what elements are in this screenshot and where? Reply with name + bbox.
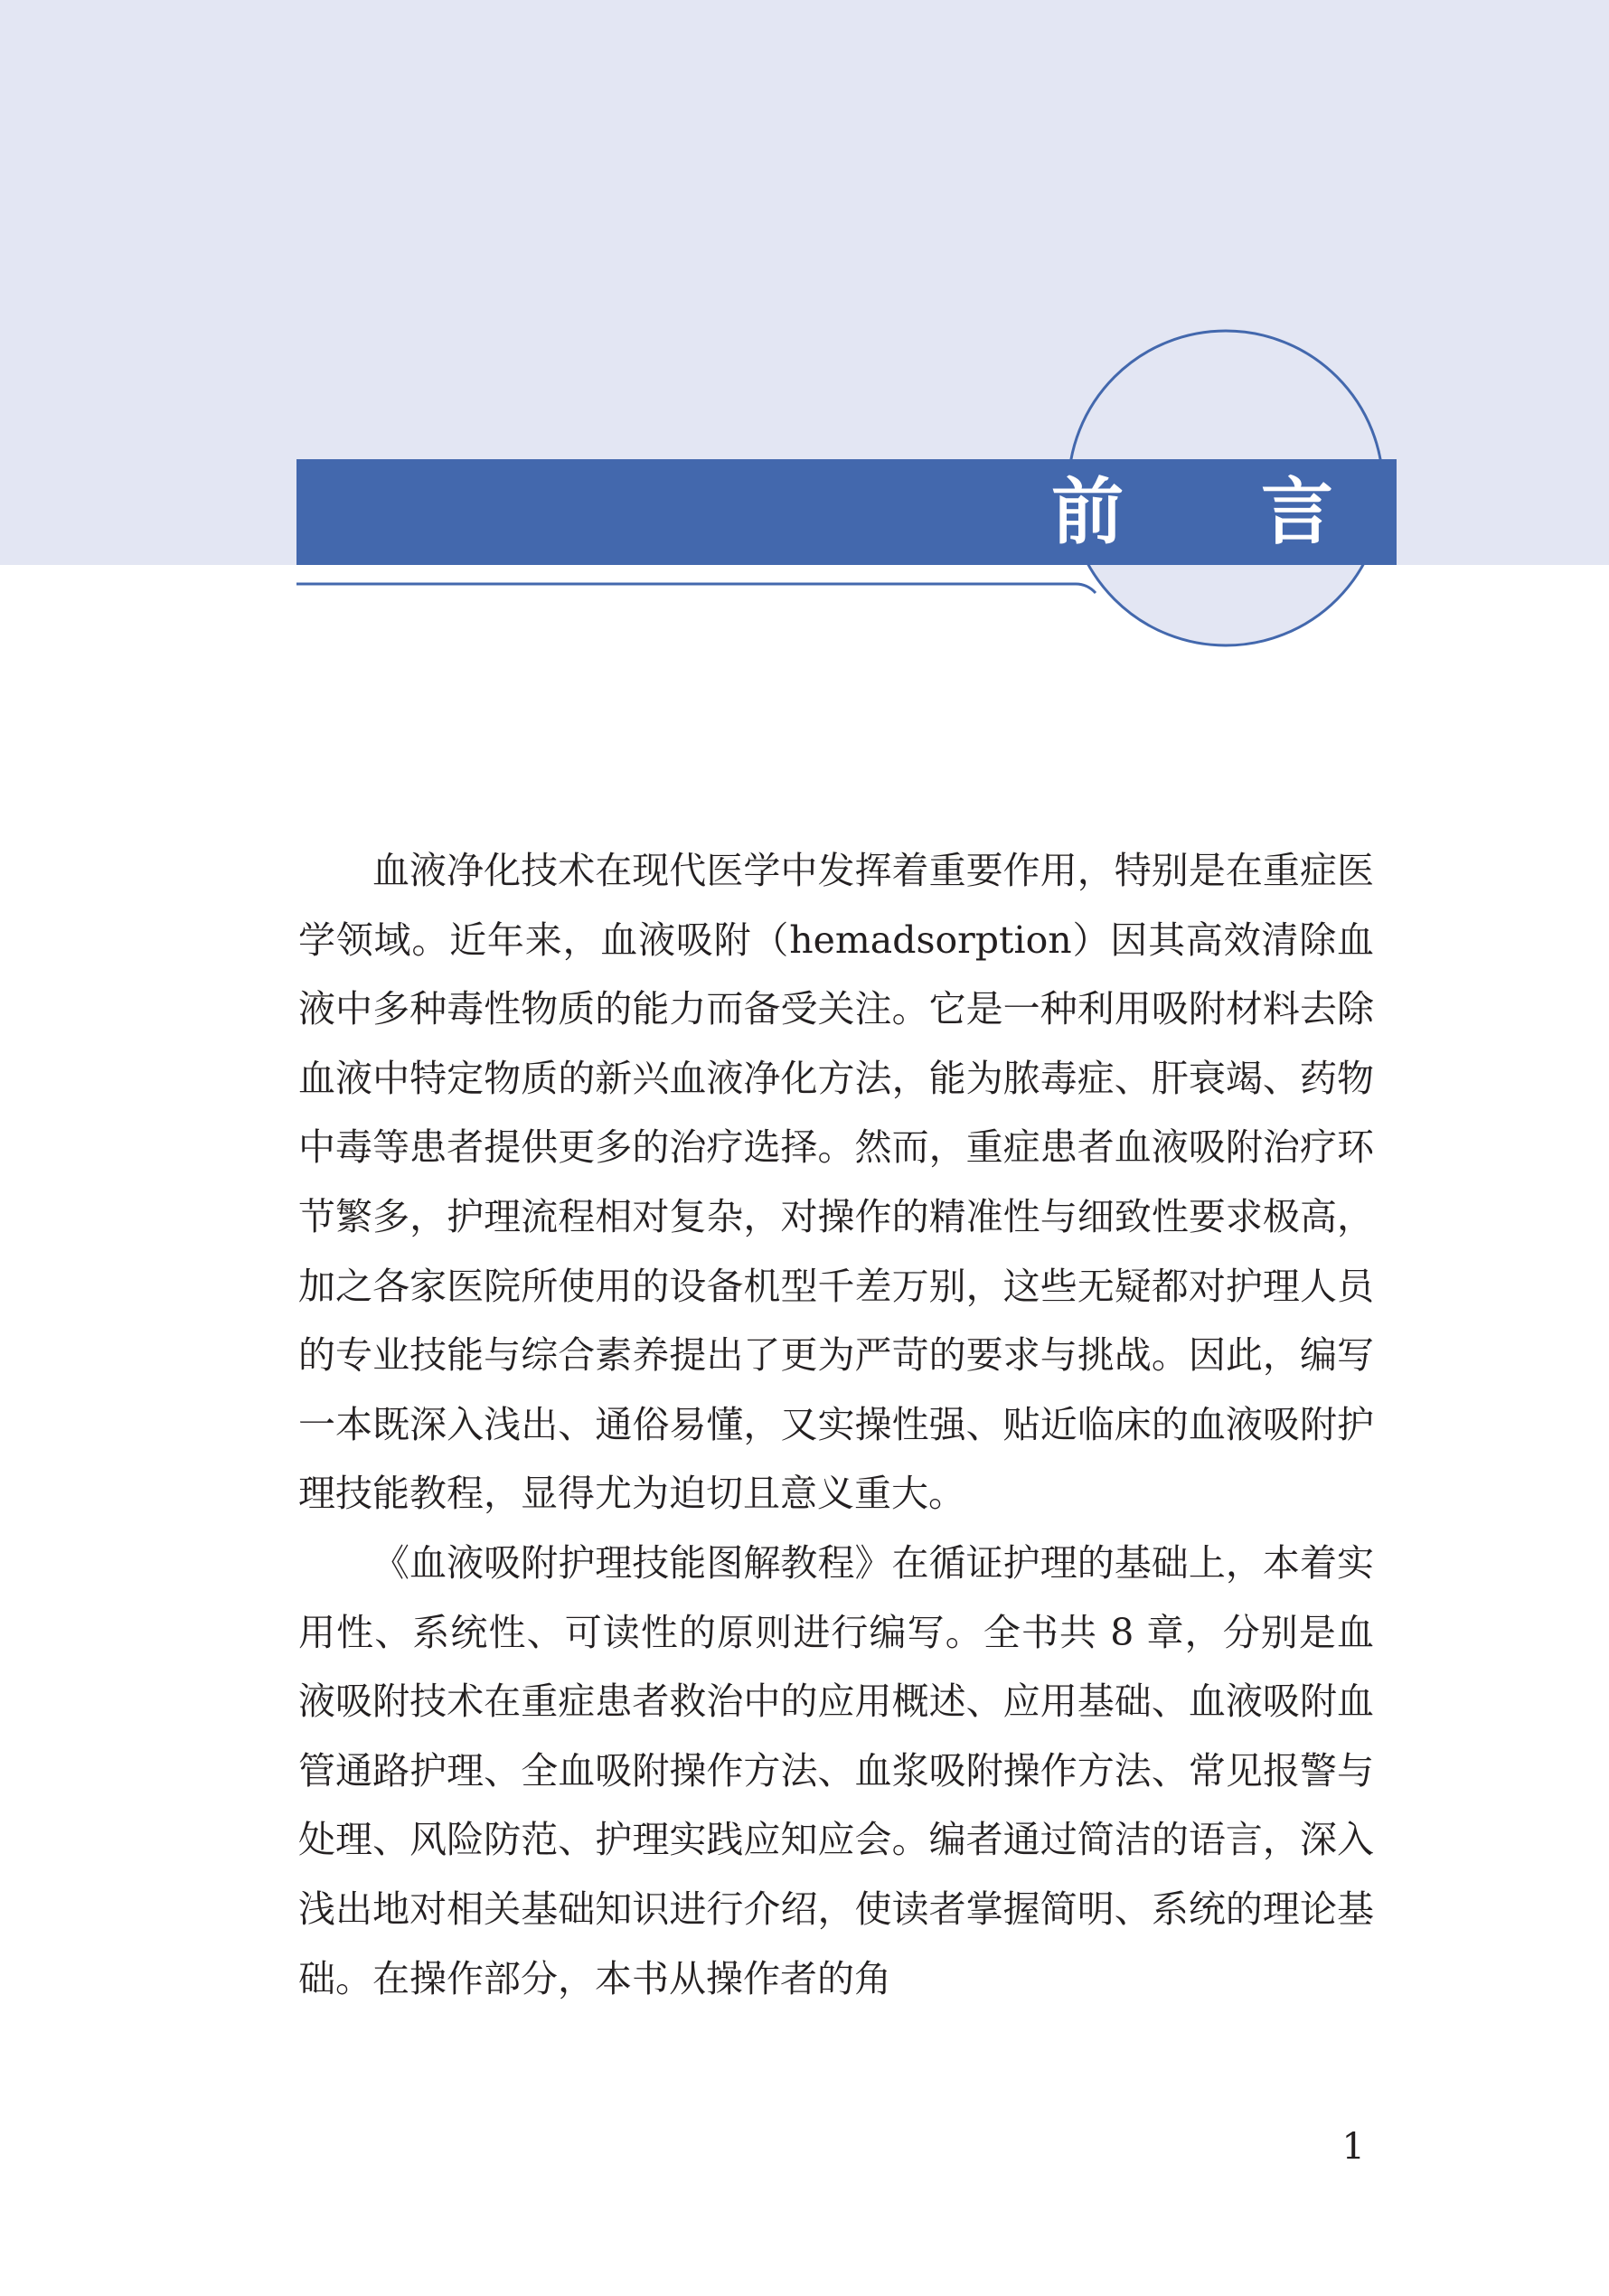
- page-title: 前 言: [1051, 470, 1389, 554]
- decorative-rule: [296, 584, 1096, 593]
- header-decoration: [0, 0, 1609, 687]
- body-text: [298, 836, 1374, 2013]
- paragraph-2: 《血液吸附护理技能图解教程》在循证护理的基础上，本着实用性、系统性、可读性的原则进行编写。全书共 8 章，分别是血液吸附技术在重症患者救治中的应用概述、应用基础、血液吸附血管通路护理、全血吸附操作方法、血浆吸附操作方法、常见报警与处理、风险防范、护理实践应知应会。编者通过简洁的语言，深入浅出地对相关基础知识进行介绍，使读者掌握简明、系统的理论基础。在操作部分，本书从操作者的角: [298, 1540, 1374, 2000]
- page-number: 1: [1341, 2126, 1365, 2168]
- paragraph-1: 血液净化技术在现代医学中发挥着重要作用，特别是在重症医学领域。近年来，血液吸附（hemadsorption）因其高效清除血液中多种毒性物质的能力而备受关注。它是一种利用吸附材料去除血液中特定物质的新兴血液净化方法，能为脓毒症、肝衰竭、药物中毒等患者提供更多的治疗选择。然而，重症患者血液吸附治疗环节繁多，护理流程相对复杂，对操作的精准性与细致性要求极高，加之各家医院所使用的设备机型千差万别，这些无疑都对护理人员的专业技能与综合素养提出了更为严苛的要求与挑战。因此，编写一本既深入浅出、通俗易懂，又实操性强、贴近临床的血液吸附护理技能教程，显得尤为迫切且意义重大。: [298, 849, 1374, 1516]
- title-bar: [296, 459, 1397, 565]
